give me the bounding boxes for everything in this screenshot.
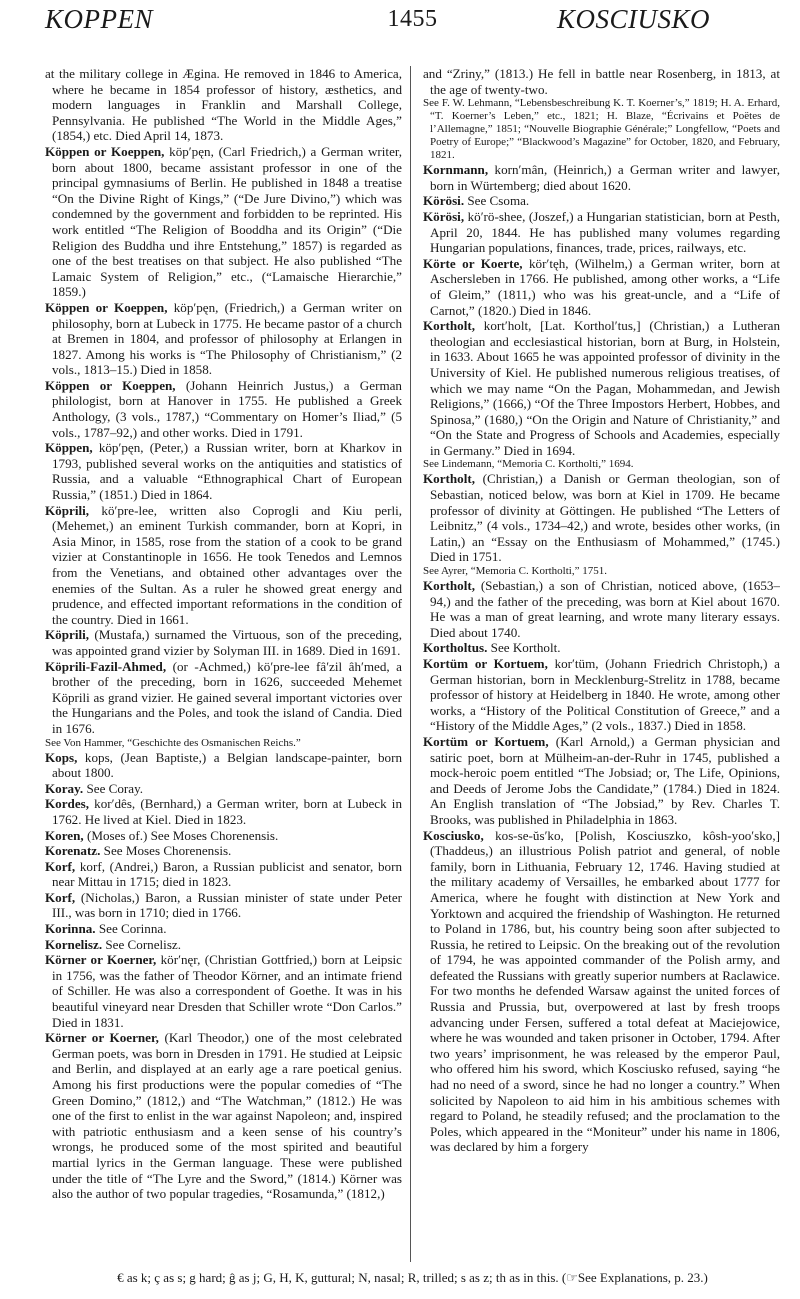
entry-text: See Lindemann, “Memoria C. Kortholti,” 1694. <box>423 458 634 471</box>
dictionary-entry <box>45 659 402 737</box>
entry-text: (or -Achmed,) kö′pre-lee fâ′zil âh′med, a brother of the preceding, born in 1626, succeeded Mehemet Köprili as grand vizier. He gained several important victories over the Hungarians and the Poles, and took the island of Candia. Died in 1676. <box>52 658 402 736</box>
dictionary-entry <box>45 440 402 502</box>
entry-text: köp′pęn, (Carl Friedrich,) a German writer, born about 1800, became assistant professor in one of the principal gymnasiums of Berlin. He published in 1848 a treatise “On the Divine Right of Kings,” (“De Jure Divino,”) which was condemned by the government and forbidden to be reprinted. His work entitled “The Religion of Booddha and its Origin” (“Die Religion des Buddha und ihre Entstehung,” 1857) is regarded as one of the best treatises on that subject. He also published “The Lamaic System of Religion,” etc., (“Lamaische Hierarchie,” 1859.) <box>52 143 402 300</box>
dictionary-entry <box>45 952 402 1030</box>
entry-headword: Köppen, <box>45 440 93 456</box>
entry-headword: Köprili-Fazil-Ahmed, <box>45 658 167 674</box>
dictionary-entry <box>45 828 402 844</box>
columns <box>45 66 780 1262</box>
entry-headword: Kortholt, <box>423 578 476 594</box>
entry-text: kör′tęh, (Wilhelm,) a German writer, born at Aschersleben in 1766. He published, among other works, a “Life of Gleim,” (1811,) who was his great-uncle, and a “Life of Carnot,” (1820.) Died in 1846. <box>430 255 780 318</box>
entry-headword: Kortholtus. <box>423 640 488 656</box>
entry-text: See Cornelisz. <box>102 936 182 952</box>
reference-note <box>423 458 780 471</box>
right-column <box>423 66 780 1262</box>
entry-headword: Korenatz. <box>45 843 101 859</box>
entry-text: (Sebastian,) a son of Christian, noticed above, (1653–94,) and the father of the preceding, was born at Kiel about 1670. He was a man of great learning, and wrote many literary essays. Died about 1740. <box>430 578 780 640</box>
entry-headword: Koray. <box>45 780 84 796</box>
dictionary-entry <box>45 781 402 797</box>
entry-text: (Mustafa,) surnamed the Virtuous, son of the preceding, was appointed grand vizier by Solyman III. in 1689. Died in 1691. <box>52 627 402 658</box>
entry-text: See Von Hammer, “Geschichte des Osmanischen Reichs.” <box>45 736 301 749</box>
entry-headword: Kosciusko, <box>423 827 484 843</box>
entry-text: See Kortholt. <box>487 640 561 656</box>
entry-text: kö′pre-lee, written also Coprogli and Kiu perli, (Mehemet,) an eminent Turkish commander, born at Kopri, in Asia Minor, in 1585, rose from the station of a cook to be grand vizier at Constantinople in 1656. He took Tenedos and Lemnos from the Venetians, and obtained other advantages over the enemies of the Sultan. As a ruler he showed great energy and prudence, and effected important reformations in the condition of the country. Died in 1661. <box>52 502 402 627</box>
entry-headword: Kortholt, <box>423 471 476 487</box>
entry-text: and “Zriny,” (1813.) He fell in battle near Rosenberg, in 1813, at the age of twenty-two. <box>423 66 780 97</box>
page-number: 1455 <box>387 6 438 32</box>
entry-headword: Köprili, <box>45 627 90 643</box>
reference-note <box>423 97 780 162</box>
entry-text: See Csoma. <box>464 193 530 209</box>
page-header <box>45 4 780 54</box>
entry-headword: Köppen or Koeppen, <box>45 377 176 393</box>
dictionary-entry <box>45 144 402 300</box>
dictionary-entry <box>423 193 780 209</box>
entry-text: kort′holt, [Lat. Korthol′tus,] (Christian,) a Lutheran theologian and ecclesiastical historian, born at Burg, in Holstein, in 1633. About 1665 he was appointed professor of divinity in the University of Kiel. He published numerous religious treatises, of which we may name “On the Pagan, Mohammedan, and Jewish Religions,” (1666,) “Of the Three Impostors Herbert, Hobbes, and Spinosa,” (1680,) “On the Origin and Nature of Christianity,” and “On the State and Progress of Schools and Academies, especially in Germany.” Died in 1694. <box>430 318 780 458</box>
entry-text: See F. W. Lehmann, “Lebensbeschreibung K. T. Koerner’s,” 1819; H. A. Erhard, “T. Koerner’s Leben,” etc., 1821; H. Blaze, “Écrivains et Poëtes de l’Allemagne,” 1851; “Nouvelle Biographie Générale;” Longfellow, “Poets and Poetry of Europe;” “Blackwood’s Magazine” for October, 1820, and February, 1821. <box>423 97 780 162</box>
dictionary-entry <box>45 796 402 827</box>
entry-text: at the military college in Ægina. He removed in 1846 to America, where he became in 1854 professor of history, æsthetics, and modern languages in Franklin and Marshall College, Pennsylvania. He published “The World in the Middle Ages,” (1854,) etc. Died April 14, 1873. <box>45 66 402 144</box>
reference-note <box>45 737 402 750</box>
dictionary-entry <box>423 578 780 640</box>
entry-headword: Köppen or Koeppen, <box>45 299 168 315</box>
entry-text: (Johann Heinrich Justus,) a German philologist, born at Hanover in 1755. He published a Greek Anthology, (3 vols., 1787,) “Commentary on Homer’s Iliad,” (5 vols., 1787–92,) and other works. Died in 1791. <box>52 377 402 440</box>
dictionary-entry <box>45 300 402 378</box>
reference-note <box>423 565 780 578</box>
dictionary-entry <box>423 66 780 97</box>
entry-headword: Körte or Koerte, <box>423 255 523 271</box>
dictionary-entry <box>423 734 780 828</box>
dictionary-entry <box>45 1030 402 1202</box>
dictionary-entry <box>45 378 402 440</box>
entry-headword: Körner or Koerner, <box>45 1030 159 1046</box>
entry-headword: Koren, <box>45 827 84 843</box>
entry-text: See Moses Chorenensis. <box>100 843 232 859</box>
entry-text: (Nicholas,) Baron, a Russian minister of state under Peter III., was born in 1710; died in 1766. <box>52 889 402 921</box>
left-column <box>45 66 411 1262</box>
entry-text: köp′pęn, (Friedrich,) a German writer on philosophy, born at Lubeck in 1775. He became pastor of a church at Bremen in 1804, and professor of philosophy at Erlangen in 1827. Among his works is “The Philosophy of Christianism,” (2 vols., 1813–15.) Died in 1858. <box>52 299 402 378</box>
entry-text: korn′mân, (Heinrich,) a German writer and lawyer, born in Würtemberg; died about 1620. <box>430 162 780 193</box>
header-left-word: KOPPEN <box>45 4 153 34</box>
entry-text: See Ayrer, “Memoria C. Kortholti,” 1751. <box>423 565 607 578</box>
entry-text: kos-se-ŭs′ko, [Polish, Kosciuszko, kôsh-yoo′sko,] (Thaddeus,) an illustrious Polish patriot and general, of noble family, born in Lithuania, February 12, 1746. Having studied at the military academy of Versailles, he embarked about 1777 for America, where he fought with distinction at New York and Yorktown and acquired the friendship of Washington. He returned to Poland in 1786, but, his country being soon after subjected to Russia, he retired to Leipsic. On the breaking out of the revolution of 1794, he was appointed commander of the Polish army, and defeated the Russians with greatly superior numbers at Raclawice. For two months he defended Warsaw against the united forces of Russia and Prussia, but, overpowered at last by fresh troops advancing under Fersen, suffered a total defeat at Maciejowice, where he was wounded and taken prisoner in October, 1794. After two years’ imprisonment, he was released by the emperor Paul, who offered him his sword, which Kosciusko refused, saying “he had no need of a sword, since he had no longer a country.” When solicited by Napoleon to aid him in his ambitious schemes with regard to Poland, he steadily refused; and the proclamation to the Poles, which appeared in the “Moniteur” under his name in 1806, was declared by him a forgery <box>430 827 780 1155</box>
entry-headword: Korf, <box>45 889 76 905</box>
entry-text: (Karl Arnold,) a German physician and satiric poet, born at Mülheim-an-der-Ruhr in 1745, published a mock-heroic poem entitled “The Jobsiad; or, The Life, Opinions, and Deeds of Jerome Jobs the Candidate,” (1784.) Died in 1824. An English translation of “The Jobsiad,” by Rev. Charles T. Brooks, was published in Philadelphia in 1863. <box>430 733 780 827</box>
entry-text: (Karl Theodor,) one of the most celebrated German poets, was born in Dresden in 1791. He studied at Leipsic and Berlin, and displayed at an early age a rare poetical genius. Among his first productions were the popular comedies of “The Green Domino,” (1812,) and “The Watchman,” (1812.) He was one of the first to enlist in the war against Napoleon; and, inspired with patriotic enthusiasm and a keen sense of his country’s wrongs, he produced some of the most spirited and beautiful martial lyrics in the German language. These were published under the title of “The Lyre and the Sword,” (1814.) Körner was also the author of two popular tragedies, “Rosamunda,” (1812,) <box>52 1030 402 1202</box>
entry-headword: Korinna. <box>45 921 96 937</box>
entry-text: korf, (Andrei,) Baron, a Russian publicist and senator, born near Mittau in 1715; died in 1823. <box>52 858 402 890</box>
dictionary-entry <box>423 640 780 656</box>
entry-text: kops, (Jean Baptiste,) a Belgian landscape-painter, born about 1800. <box>52 749 402 781</box>
entry-text: (Christian,) a Danish or German theologian, son of Sebastian, noticed below, was born at Kiel in 1709. He became professor of divinity at Göttingen. He published “The Letters of Leibnitz,” (4 vols., 1734–42,) and wrote, besides other works, (in Latin,) an “Essay on the Enthusiasm of Mohammed,” (1745.) Died in 1751. <box>430 471 780 565</box>
dictionary-entry <box>45 843 402 859</box>
entry-text: köp′pęn, (Peter,) a Russian writer, born at Kharkov in 1793, published several works on the antiquities and statistics of Russia, and a valuable “Ethnographical Chart of European Russia,” (1851.) Died in 1864. <box>52 440 402 503</box>
entry-headword: Köppen or Koeppen, <box>45 143 165 159</box>
dictionary-entry <box>423 656 780 734</box>
entry-headword: Köprili, <box>45 502 90 518</box>
entry-text: (Moses of.) See Moses Chorenensis. <box>83 827 279 843</box>
dictionary-entry <box>45 627 402 658</box>
dictionary-entry <box>45 859 402 890</box>
entry-text: kör′nęr, (Christian Gottfried,) born at Leipsic in 1756, was the father of Theodor Körner, and an intimate friend of Schiller. He was also a correspondent of Goethe. It was in his beautiful vineyard near Dresden that Schiller wrote “Don Carlos.” Died in 1831. <box>52 952 402 1030</box>
entry-headword: Kops, <box>45 749 78 765</box>
entry-text: kor′dês, (Bernhard,) a German writer, born at Lubeck in 1762. He lived at Kiel. Died in 1823. <box>52 796 402 827</box>
header-right-word: KOSCIUSKO <box>556 4 710 34</box>
entry-headword: Kornmann, <box>423 162 489 178</box>
dictionary-entry <box>423 162 780 193</box>
entry-text: See Corinna. <box>95 921 167 937</box>
dictionary-entry <box>45 750 402 781</box>
dictionary-entry <box>423 471 780 565</box>
dictionary-entry <box>423 318 780 458</box>
dictionary-entry <box>423 209 780 256</box>
entry-headword: Kortüm or Kortuem, <box>423 733 549 749</box>
entry-headword: Korf, <box>45 858 76 874</box>
entry-headword: Kortüm or Kortuem, <box>423 656 548 671</box>
dictionary-entry <box>45 890 402 921</box>
entry-text: kö′rö-shee, (Joszef,) a Hungarian statistician, born at Pesth, April 20, 1844. He has published many volumes regarding Hungarian populations, finances, trade, prices, railways, etc. <box>430 208 780 256</box>
entry-headword: Körösi, <box>423 208 465 224</box>
entry-headword: Kornelisz. <box>45 936 103 952</box>
dictionary-entry <box>45 503 402 628</box>
entry-headword: Kordes, <box>45 796 90 812</box>
entry-text: See Coray. <box>83 780 144 796</box>
pronunciation-key-footer: € as k; ç as s; g hard; ĝ as j; G, H, K, guttural; N, nasal; R, trilled; s as z; th as in this. (☞See Explanations, p. 23.) <box>117 1270 708 1285</box>
dictionary-entry <box>45 66 402 144</box>
dictionary-entry <box>45 937 402 953</box>
entry-headword: Kortholt, <box>423 318 476 334</box>
entry-headword: Körner or Koerner, <box>45 952 157 968</box>
dictionary-entry <box>45 921 402 937</box>
entry-text: kor′tüm, (Johann Friedrich Christoph,) a German historian, born in Mecklenburg-Strelitz in 1788, became professor of history at Heidelberg in 1840. He wrote, among other works, a “History of the Political Constitution of Greece,” and a “History of the Middle Ages,” (2 vols., 1837.) Died in 1858. <box>430 656 780 734</box>
dictionary-entry <box>423 256 780 318</box>
entry-headword: Körösi. <box>423 193 465 209</box>
dictionary-entry <box>423 828 780 1155</box>
